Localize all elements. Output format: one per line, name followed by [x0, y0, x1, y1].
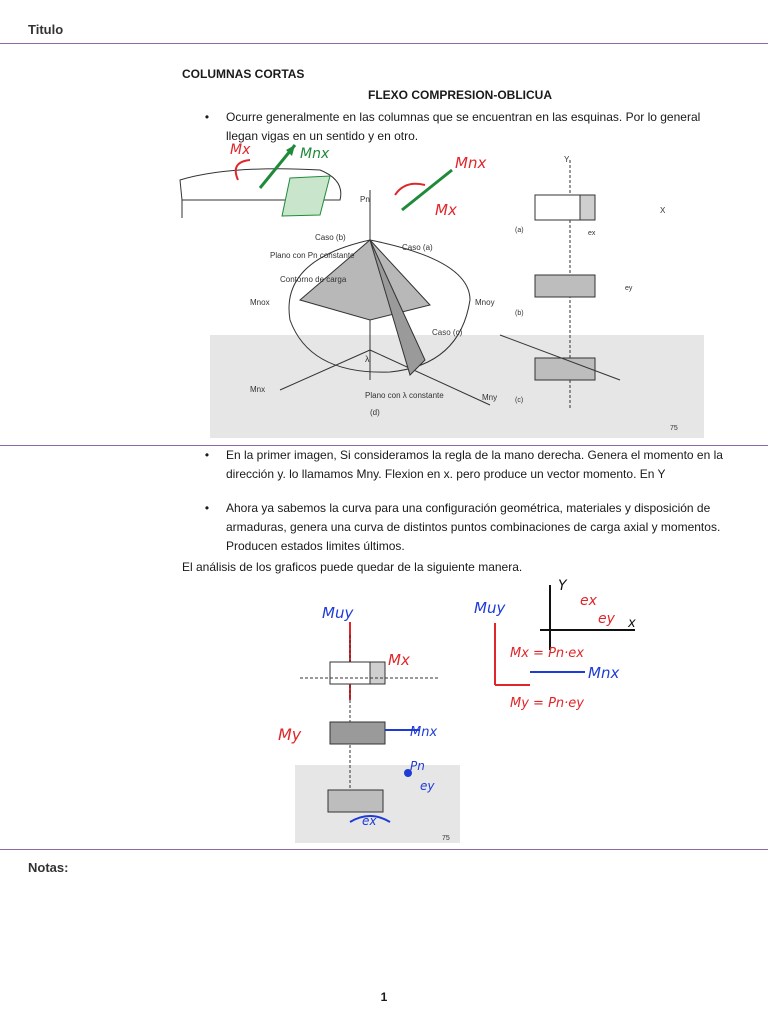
x-axis-label: X	[660, 206, 666, 215]
contorno-label: Contorno de carga	[280, 275, 347, 284]
section-c	[535, 358, 595, 380]
figure-shade	[210, 335, 704, 438]
ey-annotation: ey	[598, 611, 615, 627]
pn-axis-label: Pn	[360, 195, 370, 204]
page-number: 1	[380, 990, 388, 1004]
ey-annotation: ey	[420, 779, 435, 793]
y-axis-label: Y	[564, 155, 570, 164]
y-annotation: Y	[558, 578, 567, 594]
my-eq-annotation: My = Pn·ey	[510, 696, 584, 711]
lambda-label: λ	[365, 354, 370, 364]
pn-annotation: Pn	[410, 759, 425, 773]
ey-label: ey	[625, 285, 633, 292]
handwritten-sketch-figure	[470, 575, 670, 715]
analysis-paragraph: El análisis de los graficos puede quedar de la siguiente manera.	[182, 560, 523, 574]
caso-a-label: Caso (a)	[402, 243, 433, 252]
section-a-zone	[370, 662, 385, 684]
section-heading: COLUMNAS CORTAS	[182, 67, 305, 81]
page-ref-1: 75	[670, 425, 678, 432]
section-c	[328, 790, 383, 812]
section-b	[330, 722, 385, 744]
annotated-sections-figure	[270, 590, 470, 845]
header-divider	[0, 43, 768, 44]
section-b	[535, 275, 595, 297]
ex-annotation: ex	[362, 814, 377, 828]
muy-annotation: Muy	[474, 599, 506, 617]
sub-c-label: (c)	[515, 397, 524, 404]
mnx-annotation: Mnx	[588, 664, 620, 682]
mnox-label: Mnox	[250, 298, 270, 307]
plano-pn-label: Plano con Pn constante	[270, 251, 355, 260]
bullet-icon: •	[204, 448, 210, 462]
mnx-green-annotation: Mnx	[300, 146, 330, 162]
caso-c-label: Caso (c)	[432, 328, 463, 337]
bullet-icon: •	[204, 110, 210, 124]
notes-label: Notas:	[28, 860, 69, 875]
page-title: Titulo	[28, 22, 64, 37]
corner-column-hatch	[282, 176, 330, 216]
bullet-item	[200, 446, 735, 484]
caso-b-label: Caso (b)	[315, 233, 346, 242]
mnx-axis-label: Mnx	[250, 385, 266, 394]
mx-red2-annotation: Mx	[435, 201, 457, 219]
page-ref-2: 75	[442, 835, 450, 842]
notes-divider	[0, 849, 768, 850]
bullet-item	[200, 499, 735, 556]
mnx-annotation: Mnx	[410, 725, 438, 740]
bullet-text: Ahora ya sabemos la curva para una configuración geométrica, materiales y disposición de armaduras, genera una curva de distintos puntos combinaciones de carga axial y momentos. Producen estados limites últimos.	[226, 501, 721, 553]
mx-annotation: Mx	[230, 142, 251, 158]
x-annotation: x	[628, 616, 636, 631]
sub-a-label: (a)	[515, 227, 524, 234]
mny-axis-label: Mny	[482, 393, 498, 402]
mnx-red-annotation: Mnx	[455, 154, 487, 172]
section-a-zone	[580, 195, 595, 220]
bullet-text: En la primer imagen, Si consideramos la regla de la mano derecha. Genera el momento en la dirección y. lo llamamos Mny. Flexion en x. pero produce un vector momento. En Y	[226, 448, 723, 481]
interaction-diagram-figure	[170, 140, 710, 440]
mnoy-label: Mnoy	[475, 298, 495, 307]
sub-d-label: (d)	[370, 408, 380, 417]
section-subheading: FLEXO COMPRESION-OBLICUA	[368, 88, 553, 102]
ex-label: ex	[588, 230, 596, 237]
bullet-icon: •	[204, 501, 210, 515]
sub-b-label: (b)	[515, 310, 524, 317]
mx-eq-annotation: Mx = Pn·ex	[510, 646, 584, 661]
mx-annotation: Mx	[388, 651, 410, 669]
plano-lambda-label: Plano con λ constante	[365, 391, 444, 400]
my-annotation: My	[278, 725, 302, 744]
muy-annotation: Muy	[322, 604, 354, 622]
bullet-text: Ocurre generalmente en las columnas que se encuentran en las esquinas. Por lo general llegan vigas en un sentido y en otro.	[226, 110, 701, 143]
ex-annotation: ex	[580, 593, 597, 609]
